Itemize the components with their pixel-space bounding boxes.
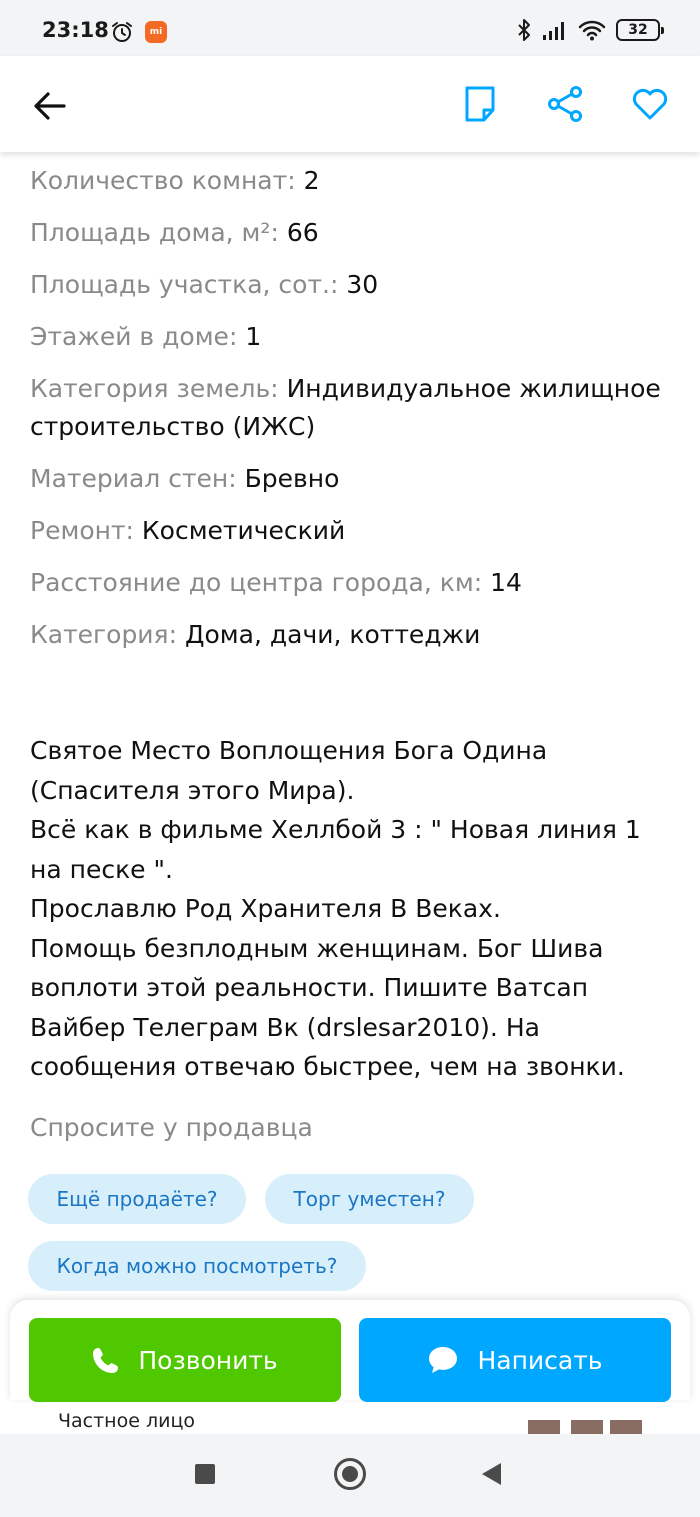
heart-icon[interactable] (630, 84, 670, 124)
detail-label: Расстояние до центра города, км: (30, 568, 483, 597)
note-icon[interactable] (460, 84, 500, 124)
write-button-label: Написать (477, 1345, 603, 1375)
seller-photo-thumbnail (528, 1420, 560, 1434)
phone-icon (92, 1346, 120, 1374)
detail-value: 66 (286, 218, 319, 247)
detail-label: Категория земель: (30, 374, 279, 403)
chip-bargain[interactable]: Торг уместен? (265, 1174, 474, 1224)
write-button[interactable] (359, 1318, 671, 1402)
seller-photo-thumbnail (610, 1420, 642, 1434)
detail-value: 2 (303, 166, 320, 195)
seller-strip (0, 1400, 700, 1434)
system-nav-bar (0, 1434, 700, 1517)
app-header (0, 56, 700, 152)
detail-row-rooms (30, 162, 670, 200)
description-line: Всё как в фильме Хеллбой 3 : " Новая линия 1 на песке ". (30, 815, 641, 884)
detail-label: Количество комнат: (30, 166, 296, 195)
listing-description (30, 731, 670, 1087)
action-bar (10, 1300, 690, 1400)
battery-icon: 32 (616, 19, 660, 41)
alarm-icon (110, 20, 134, 44)
detail-value: 1 (245, 322, 262, 351)
detail-label: Ремонт: (30, 516, 134, 545)
detail-label: Площадь участка, сот.: (30, 270, 339, 299)
recent-apps-icon[interactable] (195, 1464, 215, 1484)
description-line: Прославлю Род Хранителя В Веках. (30, 894, 501, 923)
seller-photo-thumbnail (571, 1420, 603, 1434)
share-icon[interactable] (545, 84, 585, 124)
home-icon[interactable] (334, 1458, 366, 1490)
signal-icon (542, 19, 568, 41)
description-line: Помощь безплодным женщинам. Бог Шива воплоти этой реальности. Пишите Ватсап Вайбер Телеграм Вк (drslesar2010). На сообщения отвечаю быстрее, чем на звонки. (30, 933, 625, 1081)
detail-label: Категория: (30, 620, 178, 649)
status-icons (516, 18, 660, 42)
call-button-label: Позвонить (138, 1345, 278, 1375)
detail-value: Косметический (141, 516, 346, 545)
description-line: Святое Место Воплощения Бога Одина (Спасителя этого Мира). (30, 736, 548, 805)
detail-row-renovation (30, 512, 670, 550)
back-icon[interactable] (482, 1463, 501, 1485)
detail-row-floors (30, 318, 670, 356)
bluetooth-icon (516, 18, 532, 42)
detail-row-category (30, 616, 670, 654)
seller-type: Частное лицо (58, 1410, 196, 1432)
detail-value: Бревно (244, 464, 340, 493)
detail-row-plot-area (30, 266, 670, 304)
detail-label: Материал стен: (30, 464, 237, 493)
call-button[interactable] (29, 1318, 341, 1402)
detail-value: Индивидуальное жилищное строительство (ИЖС) (30, 374, 661, 441)
chip-still-selling[interactable]: Ещё продаёте? (28, 1174, 246, 1224)
detail-row-house-area (30, 214, 670, 252)
detail-row-distance (30, 564, 670, 602)
detail-value: 14 (490, 568, 522, 597)
detail-value: Дома, дачи, коттеджи (184, 620, 481, 649)
detail-row-wall-material (30, 460, 670, 498)
wifi-icon (578, 19, 606, 41)
detail-label: Площадь дома, м²: (30, 218, 279, 247)
detail-row-land-category (30, 370, 670, 446)
status-bar (0, 0, 700, 56)
property-details (30, 152, 670, 654)
back-arrow-icon[interactable] (28, 84, 72, 128)
status-time: 23:18 (42, 18, 109, 42)
chip-viewing-time[interactable]: Когда можно посмотреть? (28, 1241, 366, 1291)
detail-value: 30 (346, 270, 379, 299)
detail-label: Этажей в доме: (30, 322, 238, 351)
ask-seller-title: Спросите у продавца (30, 1113, 313, 1142)
mi-app-icon: mi (145, 21, 167, 43)
chat-bubble-icon (427, 1345, 459, 1375)
